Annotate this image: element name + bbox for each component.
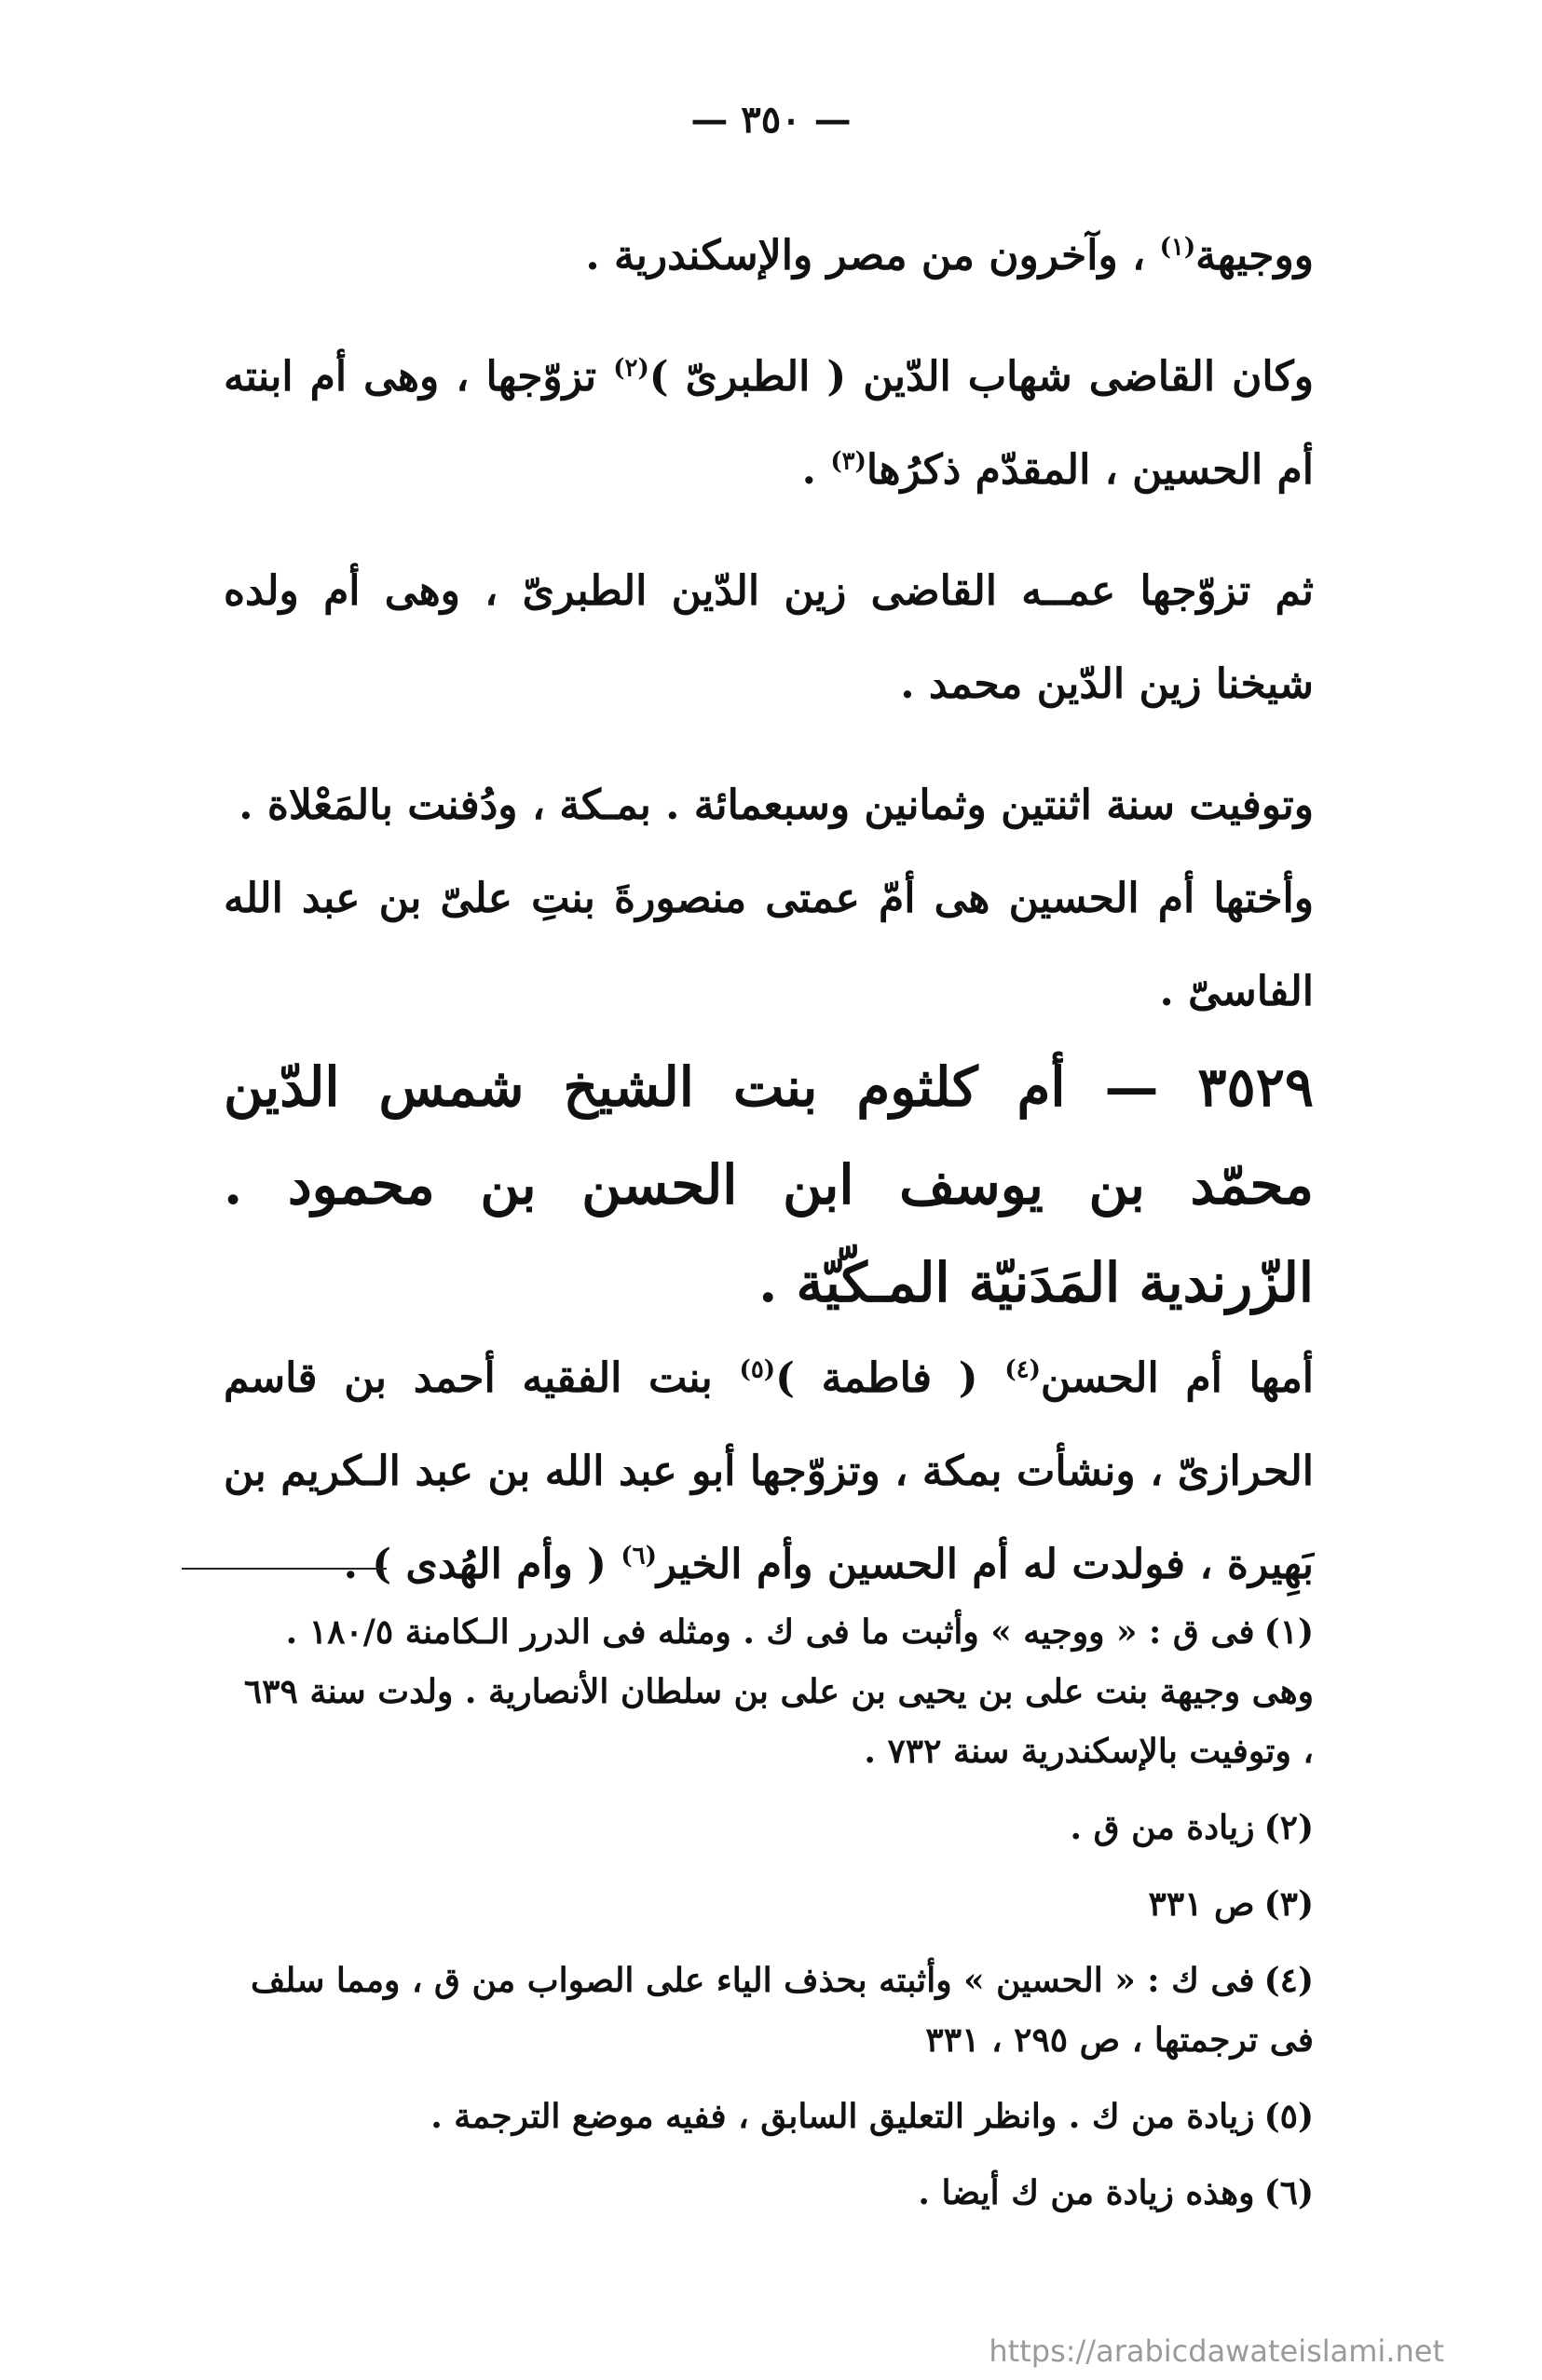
paragraph-text: ( وأم الهُدى ) . — [343, 1541, 607, 1588]
footnote-number: (٤) — [1263, 1961, 1314, 2000]
paragraph-6 — [224, 1332, 1314, 1612]
paragraph-text: . — [801, 446, 816, 494]
paragraph-text: ، وآخرون من مصر والإسكندرية . — [585, 232, 1146, 279]
paragraph-text: بنت الفقيه أحمد بن قاسم الحرازىّ ، ونشأت بمكة ، وتزوّجها أبو عبد الله بن عبد الـكريم بن بَهِيرة ، فولدت له أم الحسين وأم الخير — [224, 1354, 1314, 1588]
main-text — [224, 210, 1314, 1612]
watermark-url: https://arabicdawateislami.net — [989, 2333, 1444, 2369]
footnote-divider — [182, 1568, 387, 1570]
footnote-number: (٥) — [1263, 2097, 1314, 2136]
paragraph-text: وكان القاضى شهاب الدّين ( الطبرىّ ) — [648, 353, 1314, 401]
page-number: — ٣٥٠ — — [690, 98, 852, 142]
footnote — [224, 2163, 1314, 2223]
paragraph-text: أمها أم الحسن — [1040, 1354, 1315, 1402]
footnote — [224, 1798, 1314, 1857]
footnote-ref: (٥) — [739, 1355, 776, 1384]
paragraph-3: ثم تزوّجها عمــه القاضى زين الدّين الطبرىّ ، وهى أم ولده شيخنا زين الدّين محمد . — [224, 567, 1314, 708]
footnote-number: (١) — [1263, 1612, 1314, 1652]
footnote — [224, 2087, 1314, 2146]
footnote-ref: (١) — [1159, 233, 1196, 262]
paragraph-text: ( فاطمة ) — [775, 1354, 978, 1402]
entry-heading: ٣٥٢٩ — أم كلثوم بنت الشيخ شمس الدّين محمّد بن يوسف ابن الحسن بن محمود . الزّرندية المَدَنيّة المـكّيّة . — [224, 1055, 1314, 1314]
paragraph-4: وتوفيت سنة اثنتين وثمانين وسبعمائة . بمـكة ، ودُفنت بالمَعْلاة . — [239, 782, 1314, 829]
footnote-text: وهذه زيادة من ك أيضا . — [918, 2173, 1255, 2212]
footnote-text: فى ك : « الحسين » وأثبته بحذف الياء على الصواب من ق ، ومما سلف فى ترجمتها ، ص ٢٩٥ ، ٣٣١ — [251, 1961, 1314, 2060]
footnote-text: ص ٣٣١ — [1148, 1884, 1255, 1924]
footnote-ref: (٢) — [613, 354, 649, 383]
footnote-text: زيادة من ك . وانظر التعليق السابق ، ففيه موضع الترجمة . — [430, 2097, 1255, 2136]
footnote — [224, 1602, 1314, 1781]
footnote — [224, 1951, 1314, 2070]
footnote — [224, 1874, 1314, 1934]
paragraph-text: ووجيهة — [1195, 232, 1314, 279]
footnote-ref: (٦) — [621, 1542, 657, 1571]
footnote-number: (٦) — [1263, 2173, 1314, 2212]
footnote-number: (٢) — [1263, 1808, 1314, 1847]
footnote-text: زيادة من ق . — [1070, 1808, 1255, 1847]
paragraph-1 — [224, 210, 1314, 303]
footnote-ref: (٤) — [1004, 1355, 1041, 1384]
footnote-ref: (٣) — [830, 447, 867, 476]
paragraph-5: وأختها أم الحسين هى أمّ عمتى منصورةَ بنتِ علىّ بن عبد الله الفاسىّ . — [224, 875, 1314, 1015]
footnote-number: (٣) — [1263, 1884, 1314, 1924]
paragraph-2 — [224, 331, 1314, 517]
paragraph-text: تزوّجها ، وهى أم ابنته أم الحسين ، المقدّم ذكرُها — [224, 353, 1314, 494]
footnote-text: فى ق : « ووجيه » وأثبت ما فى ك . ومثله فى الدرر الـكامنة ١٨٠/٥ . وهى وجيهة بنت على بن يحيى بن على بن سلطان الأنصارية . ولدت سنة ٦٣٩ ، وتوفيت بالإسكندرية سنة ٧٣٢ . — [243, 1612, 1314, 1771]
footnotes — [224, 1602, 1314, 2239]
